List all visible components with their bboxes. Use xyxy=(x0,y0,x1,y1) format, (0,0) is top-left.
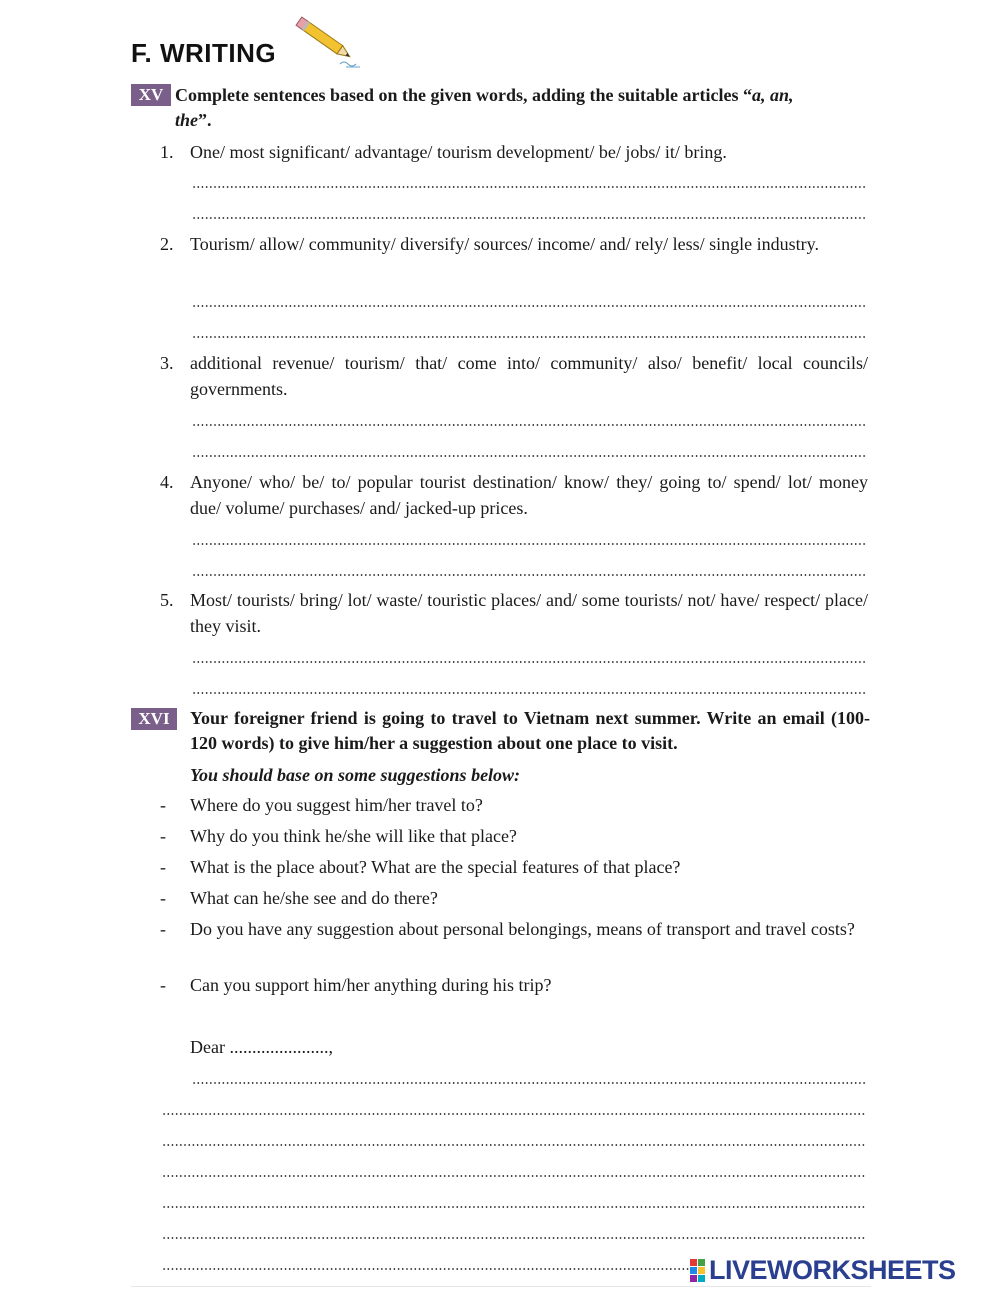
email-line[interactable] xyxy=(162,1175,866,1177)
item-prompt: One/ most significant/ advantage/ tourism development/ be/ jobs/ it/ bring. xyxy=(190,142,727,162)
suggestion-item: Why do you think he/she will like that place? xyxy=(190,826,517,846)
answer-line[interactable] xyxy=(192,574,866,576)
answer-line[interactable] xyxy=(192,336,866,338)
email-salutation: Dear ......................, xyxy=(190,1037,333,1057)
item-prompt: additional revenue/ tourism/ that/ come into/ community/ also/ benefit/ local councils/ governments. xyxy=(190,353,868,399)
email-line[interactable] xyxy=(192,1082,866,1084)
item-prompt: Most/ tourists/ bring/ lot/ waste/ touristic places/ and/ some tourists/ not/ have/ respect/ place/ they visit. xyxy=(190,590,868,636)
sub-instruction: You should base on some suggestions below: xyxy=(190,765,521,785)
item-number: 1. xyxy=(160,142,174,162)
logo-square xyxy=(690,1275,697,1282)
logo-square xyxy=(698,1275,705,1282)
answer-line[interactable] xyxy=(192,305,866,307)
email-line[interactable] xyxy=(162,1268,692,1270)
item-number: 2. xyxy=(160,234,174,254)
bullet-dash: - xyxy=(160,975,166,995)
answer-line[interactable] xyxy=(192,543,866,545)
bullet-dash: - xyxy=(160,826,166,846)
item-number: 4. xyxy=(160,472,174,492)
section-title: F. WRITING xyxy=(131,38,277,68)
suggestion-item: Can you support him/her anything during his trip? xyxy=(190,975,552,995)
suggestion-item: What is the place about? What are the special features of that place? xyxy=(190,857,681,877)
bullet-dash: - xyxy=(160,857,166,877)
item-prompt: Anyone/ who/ be/ to/ popular tourist destination/ know/ they/ going to/ spend/ lot/ money due/ volume/ purchases/ and/ jacked-up prices. xyxy=(190,472,868,518)
suggestion-item: Where do you suggest him/her travel to? xyxy=(190,795,483,815)
answer-line[interactable] xyxy=(192,217,866,219)
suggestion-item: Do you have any suggestion about personal belongings, means of transport and travel costs? xyxy=(190,919,855,939)
answer-line[interactable] xyxy=(192,186,866,188)
instruction-articles: a, an, xyxy=(752,85,794,105)
bullet-dash: - xyxy=(160,888,166,908)
logo-square xyxy=(690,1259,697,1266)
logo-square xyxy=(690,1267,697,1274)
exercise-xvi-instruction: Your foreigner friend is going to travel to Vietnam next summer. Write an email (100-120 words) to give him/her a suggestion about one place to visit. xyxy=(190,708,870,753)
item-number: 5. xyxy=(160,590,174,610)
item-number: 3. xyxy=(160,353,174,373)
instruction-text: Complete sentences based on the given words, adding the suitable articles “ xyxy=(175,85,752,105)
instruction-articles-line2: the xyxy=(175,110,199,130)
email-line[interactable] xyxy=(162,1237,866,1239)
instruction-end: ”. xyxy=(198,110,212,130)
page-bottom-rule xyxy=(131,1286,871,1287)
answer-line[interactable] xyxy=(192,661,866,663)
exercise-badge-xv: XV xyxy=(131,84,171,106)
suggestion-item: What can he/she see and do there? xyxy=(190,888,438,908)
logo-square xyxy=(698,1267,705,1274)
logo-square xyxy=(698,1259,705,1266)
answer-line[interactable] xyxy=(192,692,866,694)
email-line[interactable] xyxy=(162,1113,866,1115)
answer-line[interactable] xyxy=(192,455,866,457)
pencil-icon xyxy=(288,14,366,70)
bullet-dash: - xyxy=(160,795,166,815)
bullet-dash: - xyxy=(160,919,166,939)
email-line[interactable] xyxy=(162,1206,866,1208)
exercise-xv-instruction xyxy=(175,83,868,133)
email-line[interactable] xyxy=(162,1144,866,1146)
exercise-badge-xvi: XVI xyxy=(131,708,177,730)
liveworksheets-logo[interactable] xyxy=(690,1254,956,1286)
item-prompt: Tourism/ allow/ community/ diversify/ sources/ income/ and/ rely/ less/ single industry. xyxy=(190,234,819,254)
answer-line[interactable] xyxy=(192,424,866,426)
logo-text: LIVEWORKSHEETS xyxy=(709,1254,956,1285)
logo-grid-icon xyxy=(690,1259,705,1282)
